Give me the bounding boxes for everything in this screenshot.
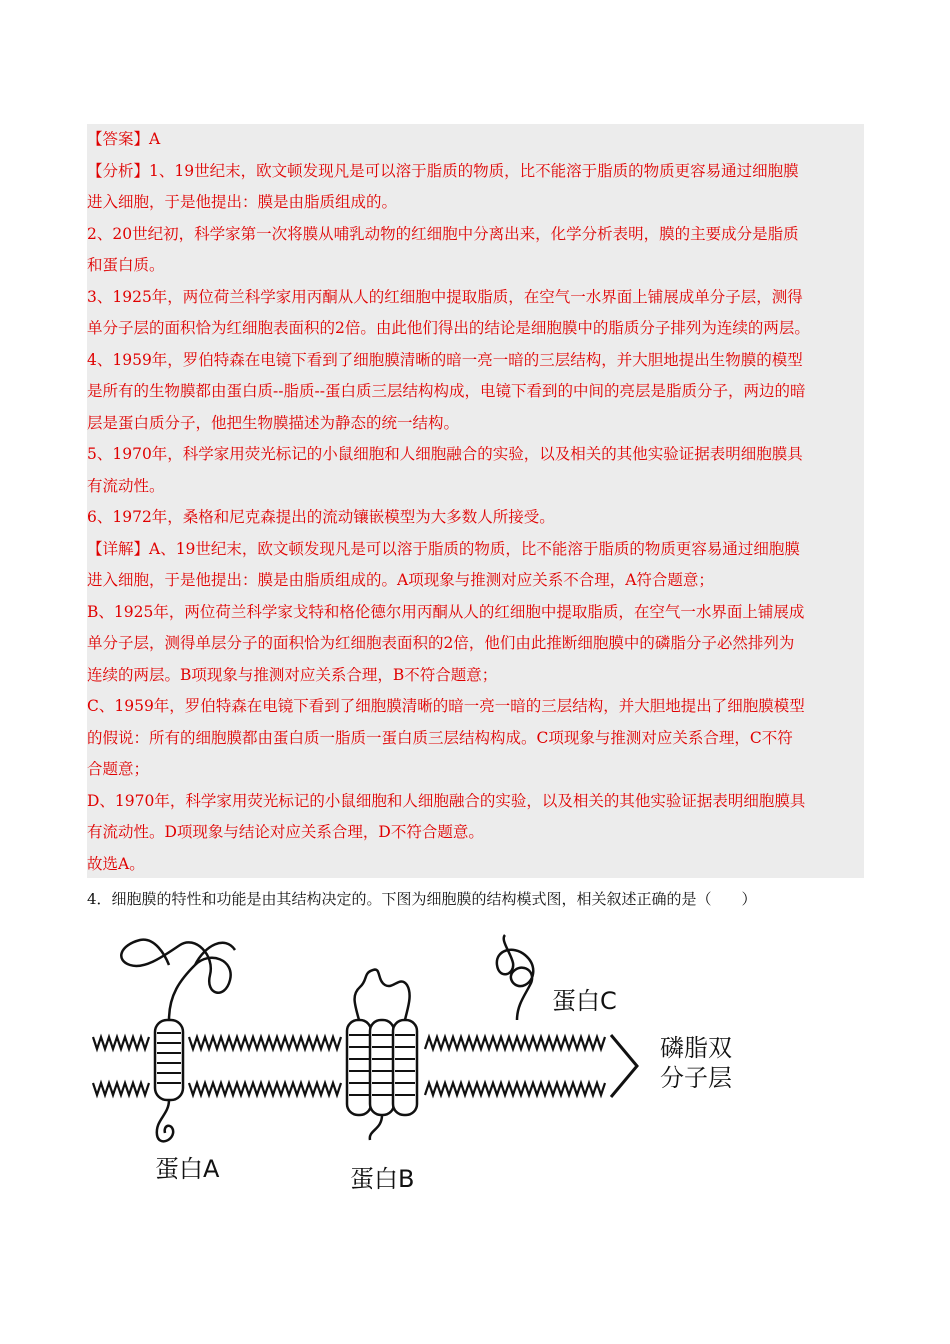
detail-line: 合题意； <box>87 760 150 778</box>
label-protein-b: 蛋白B <box>350 1165 415 1193</box>
label-bilayer-line2: 分子层 <box>660 1064 732 1092</box>
question-text: 4．细胞膜的特性和功能是由其结构决定的。下图为细胞膜的结构模式图，相关叙述正确的是（ ） <box>87 890 757 908</box>
label-protein-a: 蛋白A <box>155 1155 220 1183</box>
detail-line: 连续的两层。B项现象与推测对应关系合理，B不符合题意； <box>87 666 498 684</box>
protein-a-shape <box>121 940 235 1142</box>
bilayer-arrow <box>611 1035 637 1097</box>
detail-line: D、1970年，科学家用荧光标记的小鼠细胞和人细胞融合的实验，以及相关的其他实验证据表明细胞膜具 <box>87 792 806 810</box>
detail-line: 单分子层，测得单层分子的面积恰为红细胞表面积的2倍，他们由此推断细胞膜中的磷脂分子必然排列为 <box>87 634 795 652</box>
analysis-line: 【分析】1、19世纪末，欧文顿发现凡是可以溶于脂质的物质，比不能溶于脂质的物质更容易通过细胞膜 <box>87 162 799 180</box>
analysis-line: 6、1972年，桑格和尼克森提出的流动镶嵌模型为大多数人所接受。 <box>87 508 555 526</box>
label-bilayer-line1: 磷脂双 <box>660 1034 732 1062</box>
analysis-line: 和蛋白质。 <box>87 256 165 274</box>
membrane-diagram <box>85 925 765 1205</box>
analysis-line: 有流动性。 <box>87 477 165 495</box>
detail-line: 的假说：所有的细胞膜都由蛋白质一脂质一蛋白质三层结构构成。C项现象与推测对应关系合理，C不符 <box>87 729 793 747</box>
detail-line: 进入细胞，于是他提出：膜是由脂质组成的。A项现象与推测对应关系不合理，A符合题意； <box>87 571 714 589</box>
analysis-line: 5、1970年，科学家用荧光标记的小鼠细胞和人细胞融合的实验，以及相关的其他实验证据表明细胞膜具 <box>87 445 803 463</box>
analysis-line: 进入细胞，于是他提出：膜是由脂质组成的。 <box>87 193 398 211</box>
detail-line: 有流动性。D项现象与结论对应关系合理，D不符合题意。 <box>87 823 484 841</box>
detail-line: C、1959年，罗伯特森在电镜下看到了细胞膜清晰的暗一亮一暗的三层结构，并大胆地提出了细胞膜模型 <box>87 697 805 715</box>
analysis-line: 4、1959年，罗伯特森在电镜下看到了细胞膜清晰的暗一亮一暗的三层结构，并大胆地提出生物膜的模型 <box>87 351 803 369</box>
analysis-line: 层是蛋白质分子，他把生物膜描述为静态的统一结构。 <box>87 414 460 432</box>
detail-line: 【详解】A、19世纪末，欧文顿发现凡是可以溶于脂质的物质，比不能溶于脂质的物质更容易通过细胞膜 <box>87 540 800 558</box>
label-protein-c: 蛋白C <box>552 987 617 1015</box>
detail-line: B、1925年，两位荷兰科学家戈特和格伦德尔用丙酮从人的红细胞中提取脂质，在空气一水界面上铺展成 <box>87 603 805 621</box>
analysis-line: 是所有的生物膜都由蛋白质--脂质--蛋白质三层结构构成，电镜下看到的中间的亮层是脂质分子，两边的暗 <box>87 382 806 400</box>
protein-c-shape <box>497 935 533 1020</box>
protein-b-shape <box>347 970 417 1140</box>
analysis-line: 2、20世纪初，科学家第一次将膜从哺乳动物的红细胞中分离出来，化学分析表明，膜的主要成分是脂质 <box>87 225 799 243</box>
analysis-line: 3、1925年，两位荷兰科学家用丙酮从人的红细胞中提取脂质，在空气一水界面上铺展成单分子层，测得 <box>87 288 803 306</box>
answer-line: 【答案】A <box>87 130 161 148</box>
analysis-line: 单分子层的面积恰为红细胞表面积的2倍。由此他们得出的结论是细胞膜中的脂质分子排列为连续的两层。 <box>87 319 810 337</box>
conclusion-line: 故选A。 <box>87 855 145 873</box>
